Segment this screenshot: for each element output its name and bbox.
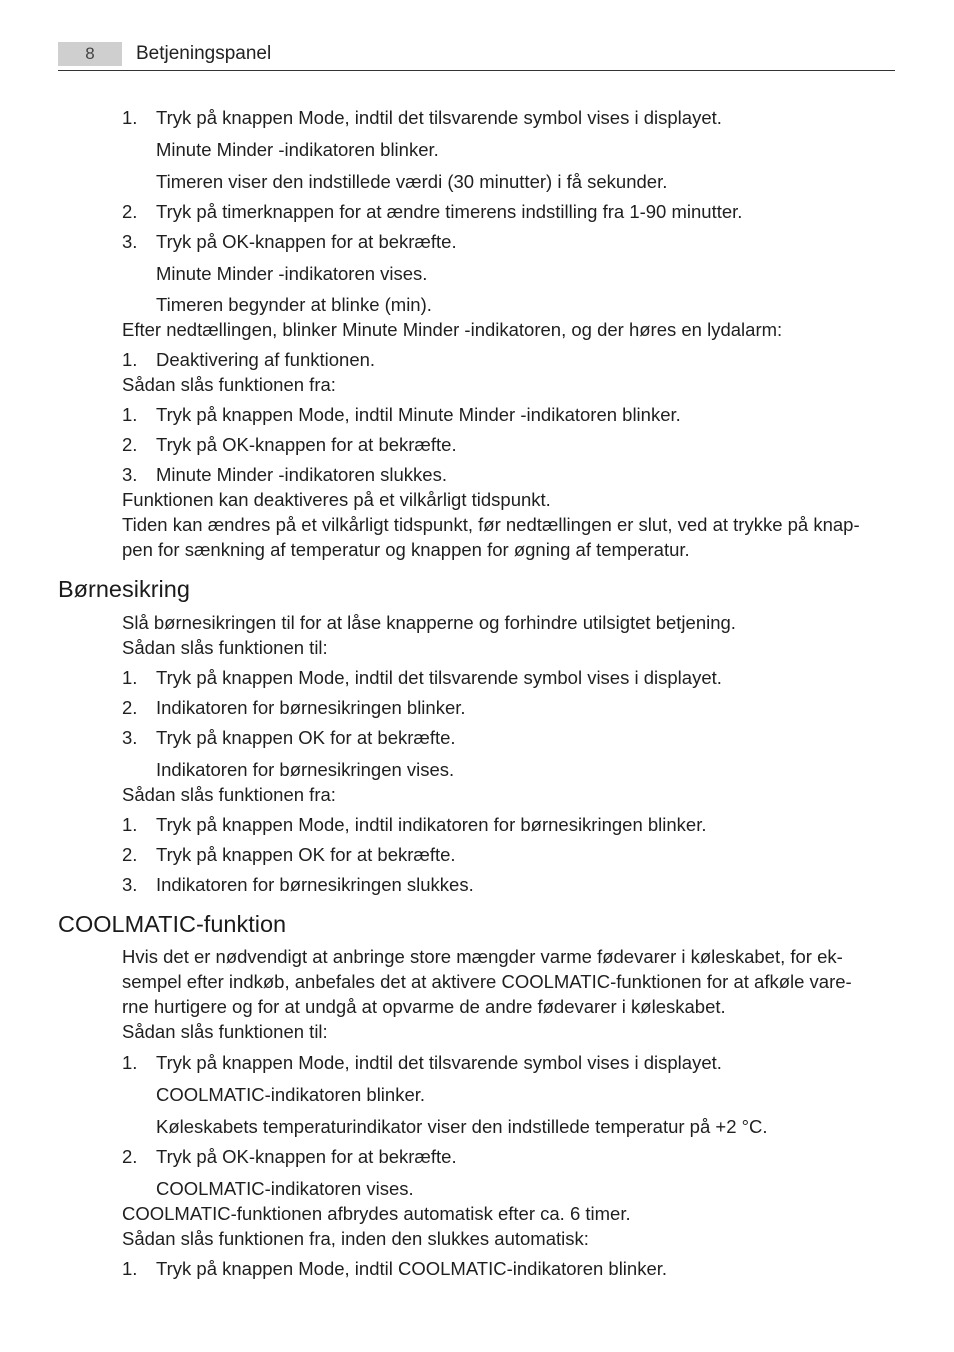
item-number: 3.	[122, 874, 138, 895]
section-heading-childlock: Børnesikring	[58, 576, 190, 602]
sub-line: COOLMATIC-indikatoren vises.	[156, 1178, 414, 1199]
item-text: Tryk på knappen Mode, indtil indikatoren for børnesikringen blinker.	[156, 814, 707, 835]
item-number: 1.	[122, 349, 138, 370]
item-number: 2.	[122, 434, 138, 455]
item-number: 3.	[122, 464, 138, 485]
section-heading-coolmatic: COOLMATIC-funktion	[58, 911, 287, 937]
running-title: Betjeningspanel	[136, 43, 272, 64]
item-text: Tryk på OK-knappen for at bekræfte.	[156, 434, 457, 455]
item-text: Tryk på knappen OK for at bekræfte.	[156, 727, 456, 748]
paragraph: COOLMATIC-funktionen afbrydes automatisk efter ca. 6 timer.	[122, 1203, 631, 1224]
item-number: 2.	[122, 697, 138, 718]
item-text: Tryk på timerknappen for at ændre timerens indstilling fra 1-90 minutter.	[156, 201, 743, 222]
paragraph: sempel efter indkøb, anbefales det at aktivere COOLMATIC-funktionen for at afkøle vare-	[122, 971, 852, 992]
item-number: 2.	[122, 844, 138, 865]
item-text: Tryk på knappen Mode, indtil Minute Minder -indikatoren blinker.	[156, 404, 681, 425]
item-number: 1.	[122, 404, 138, 425]
paragraph: Hvis det er nødvendigt at anbringe store mængder varme fødevarer i køleskabet, for ek-	[122, 946, 843, 967]
paragraph: Sådan slås funktionen fra:	[122, 784, 336, 805]
sub-line: Timeren viser den indstillede værdi (30 minutter) i få sekunder.	[156, 171, 668, 192]
paragraph: Sådan slås funktionen fra, inden den slukkes automatisk:	[122, 1228, 589, 1249]
sub-line: Minute Minder -indikatoren vises.	[156, 263, 428, 284]
sub-line: COOLMATIC-indikatoren blinker.	[156, 1084, 426, 1105]
item-number: 3.	[122, 727, 138, 748]
paragraph: Sådan slås funktionen fra:	[122, 374, 336, 395]
item-text: Tryk på knappen Mode, indtil det tilsvarende symbol vises i displayet.	[156, 107, 722, 128]
paragraph: Sådan slås funktionen til:	[122, 1021, 328, 1042]
sub-line: Minute Minder -indikatoren blinker.	[156, 139, 439, 160]
header-rule	[58, 70, 895, 71]
sub-line: Køleskabets temperaturindikator viser den indstillede temperatur på +2 °C.	[156, 1116, 768, 1137]
paragraph: rne hurtigere og for at undgå at opvarme de andre fødevarer i køleskabet.	[122, 996, 726, 1017]
item-number: 1.	[122, 1052, 138, 1073]
paragraph: Efter nedtællingen, blinker Minute Minder -indikatoren, og der høres en lydalarm:	[122, 319, 783, 340]
item-number: 2.	[122, 1146, 138, 1167]
item-text: Minute Minder -indikatoren slukkes.	[156, 464, 447, 485]
page-header	[58, 42, 895, 71]
item-number: 3.	[122, 231, 138, 252]
paragraph: Funktionen kan deaktiveres på et vilkårligt tidspunkt.	[122, 489, 551, 510]
sub-line: Indikatoren for børnesikringen vises.	[156, 759, 455, 780]
page-number: 8	[58, 42, 122, 66]
item-text: Indikatoren for børnesikringen blinker.	[156, 697, 466, 718]
item-number: 1.	[122, 107, 138, 128]
item-text: Deaktivering af funktionen.	[156, 349, 376, 370]
item-number: 1.	[122, 814, 138, 835]
sub-line: Timeren begynder at blinke (min).	[156, 294, 432, 315]
item-text: Tryk på OK-knappen for at bekræfte.	[156, 231, 457, 252]
item-number: 1.	[122, 667, 138, 688]
item-text: Indikatoren for børnesikringen slukkes.	[156, 874, 474, 895]
paragraph: Slå børnesikringen til for at låse knapperne og forhindre utilsigtet betjening.	[122, 612, 736, 633]
item-number: 2.	[122, 201, 138, 222]
item-text: Tryk på knappen Mode, indtil COOLMATIC-indikatoren blinker.	[156, 1258, 668, 1279]
item-text: Tryk på knappen Mode, indtil det tilsvarende symbol vises i displayet.	[156, 1052, 722, 1073]
item-text: Tryk på knappen Mode, indtil det tilsvarende symbol vises i displayet.	[156, 667, 722, 688]
paragraph: pen for sænkning af temperatur og knappen for øgning af temperatur.	[122, 539, 690, 560]
paragraph: Tiden kan ændres på et vilkårligt tidspunkt, før nedtællingen er slut, ved at trykke på knap-	[122, 514, 860, 535]
paragraph: Sådan slås funktionen til:	[122, 637, 328, 658]
item-text: Tryk på knappen OK for at bekræfte.	[156, 844, 456, 865]
item-number: 1.	[122, 1258, 138, 1279]
item-text: Tryk på OK-knappen for at bekræfte.	[156, 1146, 457, 1167]
